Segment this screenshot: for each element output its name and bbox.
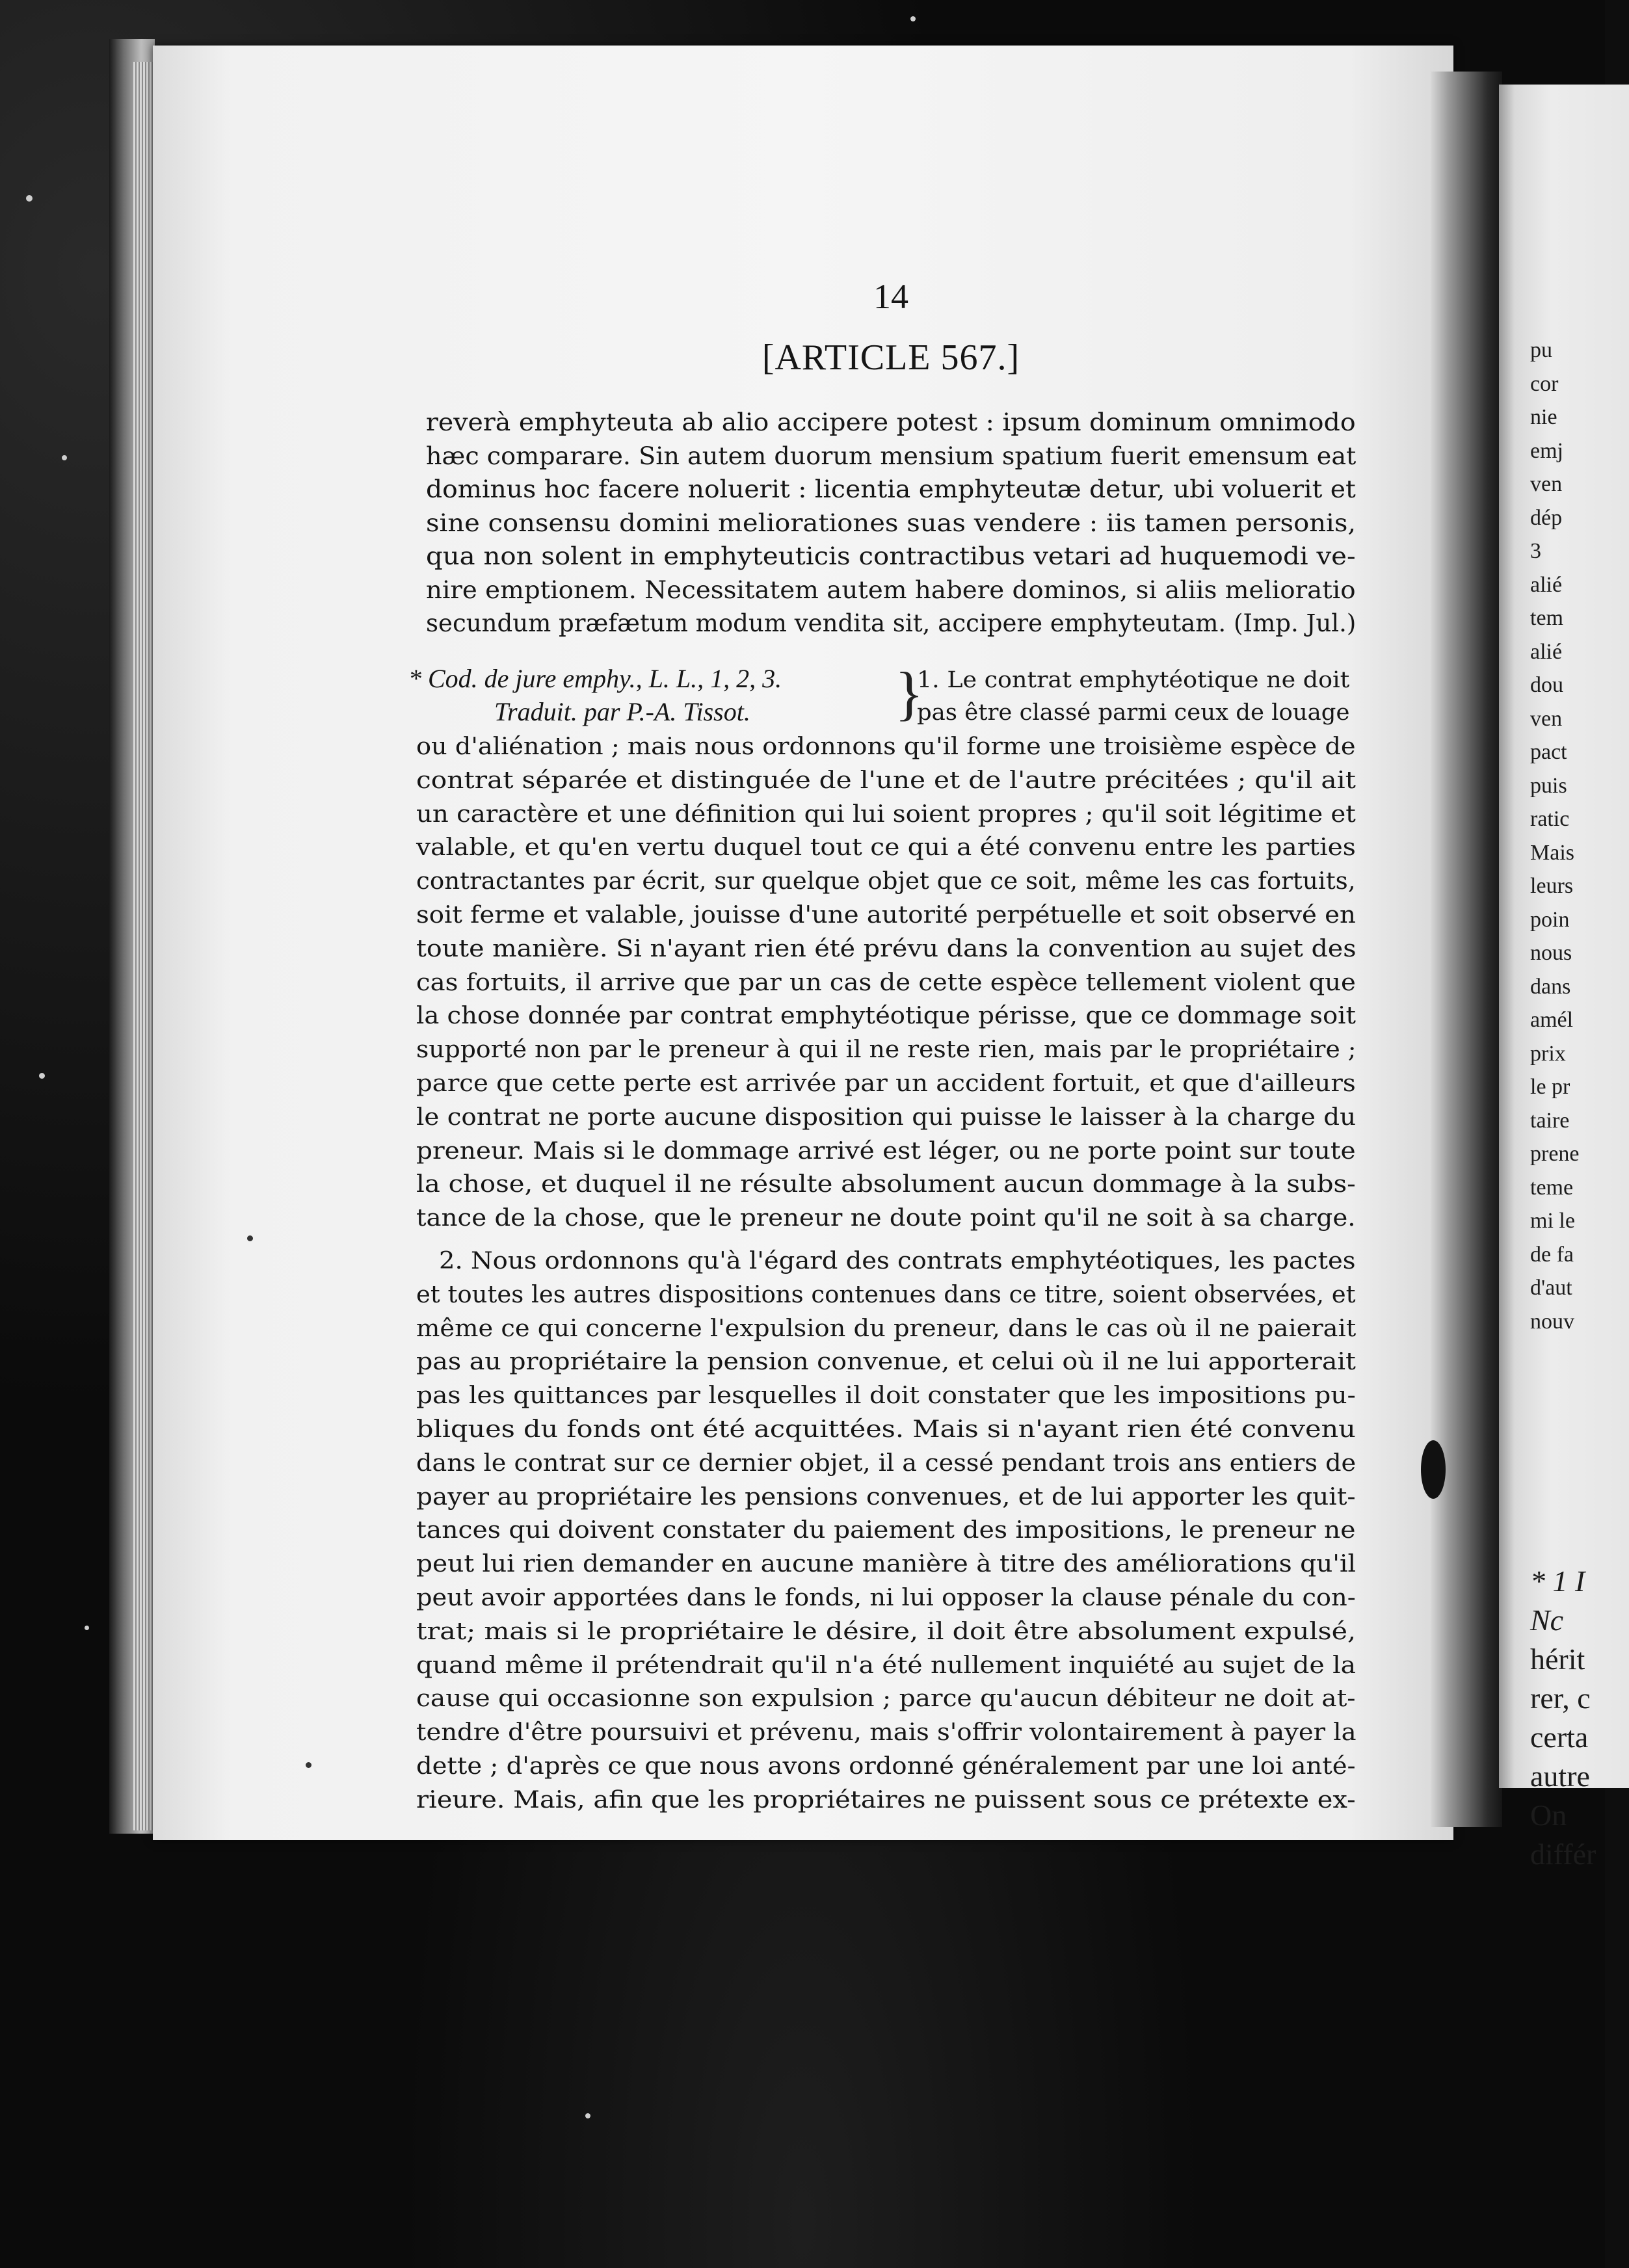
facing-page-fragment-line: emj: [1530, 438, 1563, 463]
facing-page-fragment-line: ven: [1530, 472, 1563, 496]
ink-blot: [1421, 1440, 1446, 1499]
facing-page-fragment-line: amél: [1530, 1008, 1574, 1032]
dust-speck: [62, 455, 67, 460]
french-first-line: 1. Le contrat emphytéotique ne doit: [917, 667, 1350, 693]
french-line: valable, et qu'en vertu duquel tout ce qui a été convenu entre les parties: [416, 834, 1356, 862]
french-line: supporté non par le preneur à qui il ne reste rien, mais par le propriétaire ;: [416, 1036, 1357, 1064]
facing-page-fragment-line: Mais: [1530, 840, 1574, 865]
french-line: tances qui doivent constater du paiement des impositions, le preneur ne: [416, 1517, 1356, 1544]
french-line: quand même il prétendrait qu'il n'a été nullement inquiété au sujet de la: [416, 1652, 1357, 1679]
facing-page-fragment-line: cor: [1530, 371, 1559, 396]
facing-page-fragment-line: d'aut: [1530, 1276, 1572, 1300]
facing-page-fragment-line: nouv: [1530, 1309, 1574, 1334]
facing-page-fragment-line: 3: [1530, 539, 1541, 563]
french-line: pas au propriétaire la pension convenue, et celui où il ne lui apporterait: [416, 1349, 1356, 1376]
french-line: dans le contrat sur ce dernier objet, il a cessé pendant trois ans entiers de: [416, 1449, 1357, 1477]
french-line: trat; mais si le propriétaire le désire, il doit être absolument expulsé,: [416, 1618, 1357, 1645]
facing-page-fragment-line: nie: [1530, 405, 1557, 429]
facing-page-fragment-line: hérit: [1530, 1642, 1585, 1676]
facing-page-fragment-line: alié: [1530, 572, 1563, 597]
page-number: 14: [873, 277, 908, 316]
reference-brace: }: [895, 660, 924, 726]
french-line: toute manière. Si n'ayant rien été prévu dans la convention au sujet des: [416, 935, 1357, 962]
margin-mark: [306, 1762, 311, 1768]
latin-line: hæc comparare. Sin autem duorum mensium spatium fuerit emensum eat: [426, 442, 1357, 470]
margin-mark: [247, 1235, 253, 1241]
reference-source: * Cod. de jure emphy., L. L., 1, 2, 3.: [408, 664, 782, 693]
facing-page-fragment-line: pu: [1530, 338, 1552, 362]
french-line: soit ferme et valable, jouisse d'une autorité perpétuelle et soit observé en: [416, 902, 1356, 929]
facing-page-fragment-line: différ: [1530, 1838, 1596, 1871]
french-line: tendre d'être poursuivi et prévenu, mais s'offrir volontairement à payer la: [416, 1719, 1357, 1747]
latin-line: reverà emphyteuta ab alio accipere potest : ipsum dominum omnimodo: [426, 408, 1356, 436]
facing-page-fragment-line: pact: [1530, 740, 1567, 764]
french-line: peut lui rien demander en aucune manière à titre des améliorations qu'il: [416, 1551, 1357, 1578]
facing-page-fragment-line: poin: [1530, 907, 1570, 932]
facing-page-fragment-line: de fa: [1530, 1242, 1574, 1267]
facing-page-fragment: [1499, 85, 1629, 1871]
french-line: le contrat ne porte aucune disposition qui puisse le laisser à la charge du: [416, 1103, 1357, 1131]
french-line: la chose donnée par contrat emphytéotique périsse, que ce dommage soit: [416, 1003, 1356, 1030]
facing-page-fragment-line: On: [1530, 1799, 1567, 1832]
french-line: bliques du fonds ont été acquittées. Mais si n'ayant rien été convenu: [416, 1416, 1356, 1443]
french-line: tance de la chose, que le preneur ne doute point qu'il ne soit à sa charge.: [416, 1205, 1356, 1232]
facing-page-fragment-line: ven: [1530, 706, 1563, 731]
dust-speck: [39, 1073, 45, 1079]
facing-page-fragment-line: teme: [1530, 1175, 1574, 1200]
facing-page-fragment-line: Nc: [1530, 1603, 1564, 1637]
facing-page-fragment-line: prene: [1530, 1142, 1580, 1166]
paragraph-2-start: 2. Nous ordonnons qu'à l'égard des contrats emphytéotiques, les pactes: [439, 1248, 1356, 1274]
article-heading: [ARTICLE 567.]: [762, 337, 1020, 378]
facing-page-fragment-line: nous: [1530, 941, 1572, 965]
french-first-line: pas être classé parmi ceux de louage: [917, 700, 1350, 726]
french-line: contrat séparée et distinguée de l'une et de l'autre précitées ; qu'il ait: [416, 767, 1356, 794]
french-line: preneur. Mais si le dommage arrivé est léger, ou ne porte point sur toute: [416, 1137, 1356, 1165]
french-line: et toutes les autres dispositions contenues dans ce titre, soient observées, et: [416, 1281, 1356, 1308]
french-line: la chose, et duquel il ne résulte absolument aucun dommage à la subs-: [416, 1171, 1356, 1198]
facing-page-fragment-line: dans: [1530, 974, 1571, 999]
dust-speck: [26, 195, 33, 202]
facing-page-fragment-line: taire: [1530, 1108, 1570, 1133]
french-line: cause qui occasionne son expulsion ; parce qu'aucun débiteur ne doit at-: [416, 1685, 1356, 1713]
french-line: peut avoir apportées dans le fonds, ni lui opposer la clause pénale du con-: [416, 1585, 1356, 1611]
french-line: pas les quittances par lesquelles il doit constater que les impositions pu-: [416, 1382, 1356, 1410]
facing-page-fragment-line: rer, c: [1530, 1681, 1591, 1715]
facing-page-fragment-line: alié: [1530, 639, 1563, 664]
facing-page-fragment-line: dép: [1530, 505, 1563, 530]
french-line: parce que cette perte est arrivée par un accident fortuit, et que d'ailleurs: [416, 1070, 1356, 1097]
dust-speck: [910, 16, 916, 21]
latin-line: secundum præfætum modum vendita sit, accipere emphyteutam. (Imp. Jul.): [426, 609, 1357, 637]
facing-page-fragment-line: dou: [1530, 673, 1563, 697]
facing-page-fragment-line: ratic: [1530, 807, 1570, 831]
french-line: dette ; d'après ce que nous avons ordonné généralement par une loi anté-: [416, 1753, 1356, 1780]
latin-line: sine consensu domini meliorationes suas vendere : iis tamen personis,: [426, 508, 1357, 537]
french-line: cas fortuits, il arrive que par un cas de cette espèce tellement violent que: [416, 969, 1356, 996]
facing-page-fragment-line: autre: [1530, 1760, 1590, 1793]
french-line: ou d'aliénation ; mais nous ordonnons qu'il forme une troisième espèce de: [416, 733, 1356, 760]
facing-page-fragment-line: certa: [1530, 1721, 1589, 1754]
facing-page-fragment-line: leurs: [1530, 874, 1574, 898]
facing-page-fragment-line: mi le: [1530, 1209, 1575, 1233]
dust-speck: [85, 1626, 89, 1630]
facing-page-fragment-line: prix: [1530, 1041, 1566, 1066]
reference-translator: Traduit. par P.-A. Tissot.: [494, 697, 750, 726]
french-line: un caractère et une définition qui lui soient propres ; qu'il soit légitime et: [416, 800, 1356, 828]
page-gutter-shadow: [1431, 72, 1502, 1827]
dust-speck: [585, 2113, 590, 2118]
facing-page-fragment-line: tem: [1530, 606, 1563, 630]
french-line: contractantes par écrit, sur quelque objet que ce soit, même les cas fortuits,: [416, 868, 1356, 895]
latin-line: dominus hoc facere noluerit : licentia emphyteutæ detur, ubi voluerit et: [426, 475, 1356, 503]
french-line: rieure. Mais, afin que les propriétaires ne puissent sous ce prétexte ex-: [416, 1786, 1356, 1813]
french-line: payer au propriétaire les pensions convenues, et de lui apporter les quit-: [416, 1483, 1356, 1510]
facing-page-fragment-line: puis: [1530, 773, 1567, 798]
latin-line: qua non solent in emphyteuticis contractibus vetari ad huquemodi ve-: [426, 542, 1356, 570]
facing-page-fragment-line: * 1 I: [1530, 1564, 1585, 1598]
facing-page-fragment-line: le pr: [1530, 1075, 1570, 1099]
latin-line: nire emptionem. Necessitatem autem habere dominos, si aliis melioratio: [426, 575, 1356, 604]
french-line: même ce qui concerne l'expulsion du preneur, dans le cas où il ne paierait: [416, 1315, 1357, 1342]
